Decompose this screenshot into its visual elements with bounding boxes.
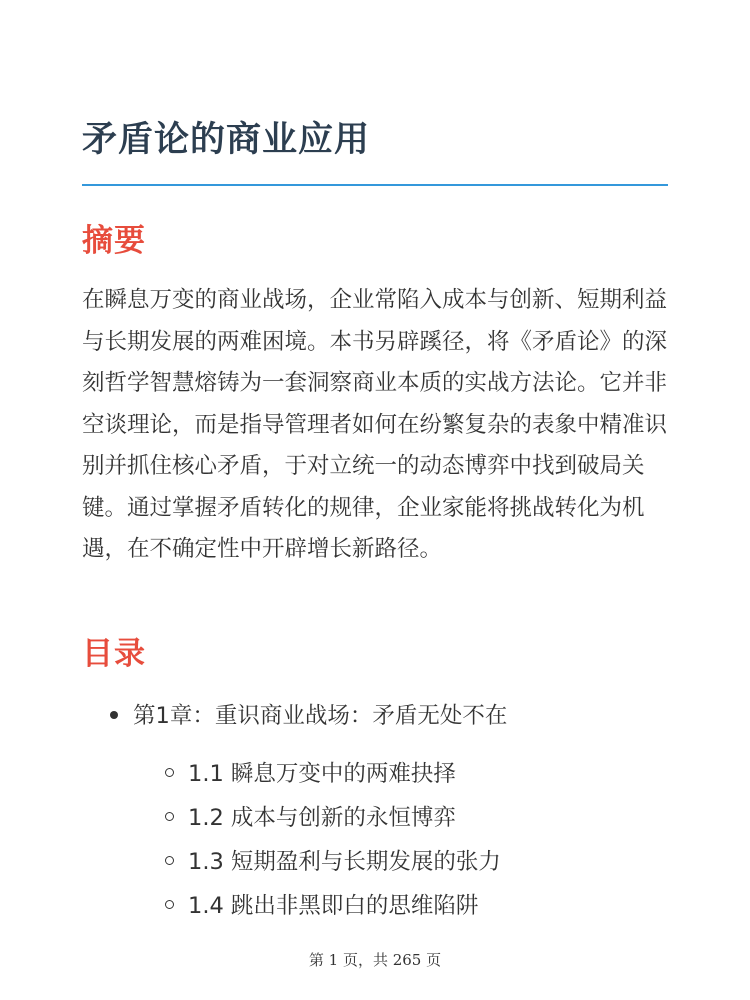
bullet-circle-icon xyxy=(165,856,174,865)
title-divider xyxy=(82,184,668,186)
toc-section-1-3[interactable] xyxy=(165,842,501,882)
toc-section-label: 1.1 瞬息万变中的两难抉择 xyxy=(188,761,456,787)
abstract-paragraph: 在瞬息万变的商业战场，企业常陷入成本与创新、短期利益与长期发展的两难困境。本书另辟蹊径，将《矛盾论》的深刻哲学智慧熔铸为一套洞察商业本质的实战方法论。它并非空谈理论，而是指导管理者如何在纷繁复杂的表象中精准识别并抓住核心矛盾，于对立统一的动态博弈中找到破局关键。通过掌握矛盾转化的规律，企业家能将挑战转化为机遇，在不确定性中开辟增长新路径。 xyxy=(82,287,668,562)
toc-section-label: 1.3 短期盈利与长期发展的张力 xyxy=(188,849,501,875)
toc-heading: 目录 xyxy=(82,636,146,672)
toc-section-label: 1.4 跳出非黑即白的思维陷阱 xyxy=(188,893,479,919)
bullet-circle-icon xyxy=(165,812,174,821)
toc-section-label: 1.2 成本与创新的永恒博弈 xyxy=(188,805,456,831)
toc-section-1-4[interactable] xyxy=(165,886,478,926)
page-number-footer: 第 1 页，共 265 页 xyxy=(308,951,442,969)
abstract-heading: 摘要 xyxy=(82,223,146,259)
toc-chapter-1[interactable] xyxy=(110,696,507,736)
bullet-circle-icon xyxy=(165,768,174,777)
bullet-circle-icon xyxy=(165,900,174,909)
document-title: 矛盾论的商业应用 xyxy=(82,120,371,160)
toc-section-1-2[interactable] xyxy=(165,798,456,838)
toc-section-1-1[interactable] xyxy=(165,754,456,794)
toc-chapter-label: 第1章：重识商业战场：矛盾无处不在 xyxy=(133,703,508,729)
bullet-disc-icon xyxy=(110,711,118,719)
